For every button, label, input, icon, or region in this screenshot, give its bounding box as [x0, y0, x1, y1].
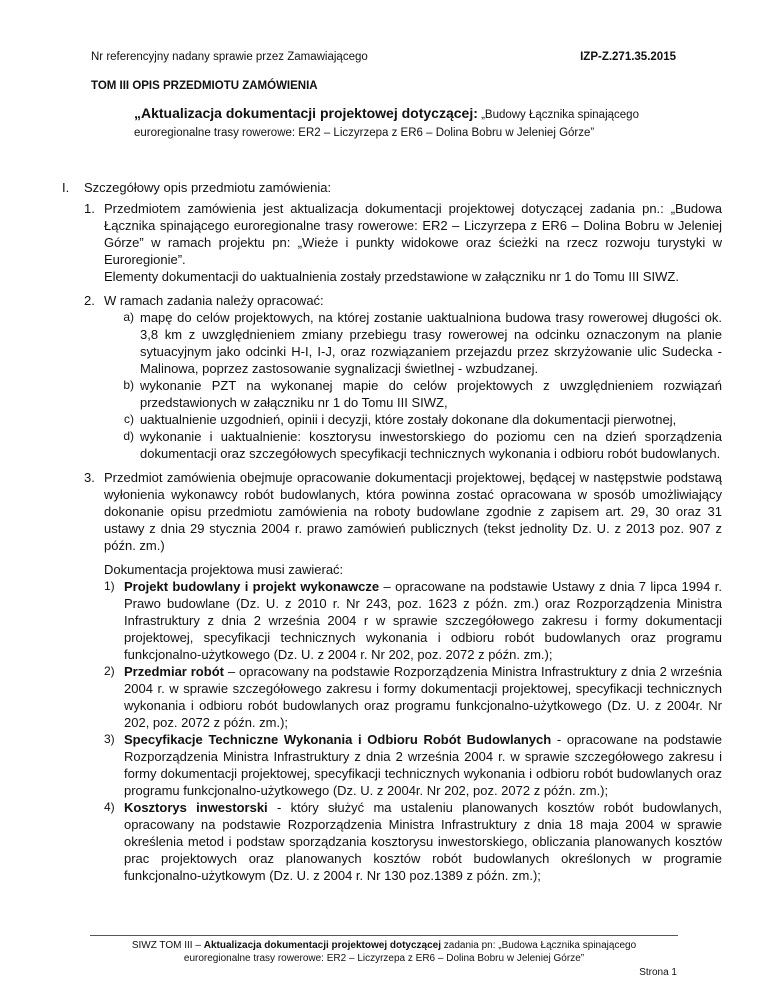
section-1	[62, 179, 722, 891]
doc-text: – opracowane na podstawie Ustawy z dnia 7 lipca 1994 r. Prawo budowlane (Dz. U. z 2010 r. Nr 243, poz. 1623 z późn. zm.) oraz Rozporządzenia Ministra Infrastruktury z dnia 2 września 2004 r w sprawie szczegółowego zakresu i formy dokumentacji projektowej, specyfikacji technicznych wykonania i odbioru robót budowlanych oraz programu funkcjonalno-użytkowego (Dz. U. z 2004 r. Nr 202, poz. 2072 z późn. zm.);	[124, 579, 722, 662]
sub-letter: a)	[123, 310, 134, 324]
title-rest: „Budowy Łącznika spinającego	[477, 109, 639, 121]
footer-line2: euroregionalne trasy rowerowe: ER2 – Liczyrzepa z ER6 – Dolina Bobru w Jeleniej Górze”	[183, 953, 585, 964]
sub-text: uaktualnienie uzgodnień, opinii i decyzji, które zostały dokonane dla dokumentacji pierwotnej,	[140, 412, 677, 427]
doc-number: 4)	[104, 800, 115, 814]
volume-title: TOM III OPIS PRZEDMIOTU ZAMÓWIENIA	[91, 80, 318, 92]
doc-title: Przedmiar robót	[124, 664, 224, 679]
doc-item-2	[104, 663, 722, 731]
doc-number: 3)	[104, 732, 115, 746]
sub-letter: c)	[124, 412, 134, 426]
item-number: 3.	[84, 470, 95, 485]
item-number: 1.	[84, 201, 95, 216]
sub-letter: b)	[123, 378, 134, 392]
case-reference-number: IZP-Z.271.35.2015	[580, 51, 676, 63]
sub-letter: d)	[123, 429, 134, 443]
item-text: W ramach zadania należy opracować:	[104, 293, 324, 308]
doc-title: Projekt budowlany i projekt wykonawcze	[124, 579, 380, 594]
list-item-1	[62, 200, 722, 285]
title-bold-part: „Aktualizacja dokumentacji projektowej dotyczącej:	[134, 105, 478, 121]
item-text: Przedmiotem zamówienia jest aktualizacja dokumentacji projektowej dotyczącej zadania pn.: „Budowa Łącznika spinającego euroregionalne trasy rowerowe: ER2 – Liczyrzepa z ER6 – Dolina Bobru w Jeleniej Górze” w ramach projektu pn: „Wieże i punkty widokowe oraz ścieżki na rzecz rozwoju turystyki w Euroregionie”.	[104, 201, 722, 267]
item-text: Przedmiot zamówienia obejmuje opracowanie dokumentacji projektowej, będącej w następstwie podstawą wyłonienia wykonawcy robót budowlanych, która powinna zostać opracowana w sposób umożliwiający dokonanie opisu przedmiotu zamówienia na roboty budowlane zgodnie z zapisem art. 29, 30 oraz 31 ustawy z dnia 29 stycznia 2004 r. prawo zamówień publicznych (tekst jednolity Dz. U. z 2013 poz. 907 z późn. zm.)	[104, 470, 722, 553]
sub-text: mapę do celów projektowych, na której zostanie uaktualniona budowa trasy rowerowej długości ok. 3,8 km z uwzględnieniem zmiany przebiegu trasy rowerowej na odcinku oznaczonym na planie sytuacyjnym jako odcinki H-I, I-J, oraz rozwiązaniem przejazdu przez skrzyżowanie ulic Sudecka - Malinowa, poprzez zastosowanie sygnalizacji świetlnej - wzbudzanej.	[140, 310, 722, 376]
list-item-2	[62, 292, 722, 462]
sub-item-a	[104, 309, 722, 377]
sub-item-b	[104, 377, 722, 411]
documentation-intro: Dokumentacja projektowa musi zawierać:	[104, 562, 344, 577]
doc-number: 1)	[104, 579, 115, 593]
sub-item-d	[104, 428, 722, 462]
section-number: I.	[62, 180, 70, 195]
sub-text: wykonanie PZT na wykonanej mapie do celów projektowych z uwzględnieniem rozwiązań przedstawionych w załączniku nr 1 do Tomu III SIWZ,	[140, 378, 722, 410]
sub-text: wykonanie i uaktualnienie: kosztorysu inwestorskiego do poziomu cen na dzień sporządzenia dokumentacji oraz szczegółowych specyfikacji technicznych wykonania i odbioru robót budowlanych.	[140, 429, 722, 461]
section-heading-text: Szczegółowy opis przedmiotu zamówienia:	[84, 180, 332, 195]
doc-text: - który służyć ma ustaleniu planowanych kosztów robót budowlanych, opracowany na podstawie Rozporządzenia Ministra Infrastruktury z dnia 18 maja 2004 w sprawie określenia metod i podstaw sporządzania kosztorysu inwestorskiego, obliczania planowanych kosztów prac projektowych oraz planowanych kosztów robót budowlanych określonych w programie funkcjonalno-użytkowym (Dz. U. z 2004 r. Nr 130 poz.1389 z późn. zm.);	[124, 800, 722, 883]
reference-number-label: Nr referencyjny nadany sprawie przez Zamawiającego	[91, 51, 368, 63]
doc-number: 2)	[104, 664, 115, 678]
doc-item-4	[104, 799, 722, 884]
document-title	[134, 104, 694, 142]
footer-divider	[90, 935, 678, 936]
footer-prefix: SIWZ TOM III –	[131, 940, 204, 951]
section-heading	[62, 179, 722, 196]
sub-list	[104, 309, 722, 462]
page-number: Strona 1	[639, 967, 677, 978]
doc-text: – opracowany na podstawie Rozporządzenia Ministra Infrastruktury z dnia 2 września 2004 r. w sprawie szczegółowego zakresu i formy dokumentacji projektowej, specyfikacji technicznych wykonania i odbioru robót budowlanych oraz programu funkcjonalno-użytkowego (Dz. U. z 2004r. Nr 202, poz. 2072 z późn. zm.);	[124, 664, 722, 730]
title-line2: euroregionalne trasy rowerowe: ER2 – Liczyrzepa z ER6 – Dolina Bobru w Jeleniej Górze”	[134, 127, 595, 139]
doc-title: Kosztorys inwestorski	[124, 800, 268, 815]
item-text-2: Elementy dokumentacji do uaktualnienia zostały przedstawione w załączniku nr 1 do Tomu III SIWZ.	[104, 269, 679, 284]
footer-rest: zadania pn: „Budowa Łącznika spinającego	[441, 940, 637, 951]
doc-item-1	[104, 578, 722, 663]
item-number: 2.	[84, 293, 95, 308]
sub-item-c	[104, 411, 722, 428]
doc-title: Specyfikacje Techniczne Wykonania i Odbioru Robót Budowlanych	[124, 732, 552, 747]
footer-bold: Aktualizacja dokumentacji projektowej dotyczącej	[203, 940, 442, 951]
page-footer	[90, 939, 678, 965]
doc-text: - opracowane na podstawie Rozporządzenia Ministra Infrastruktury z dnia 2 września 2004 r. w sprawie szczegółowego zakresu i formy dokumentacji projektowej, specyfikacji technicznych wykonania i odbioru robót budowlanych oraz programu funkcjonalno-użytkowego (Dz. U. z 2004r. Nr 202, poz. 2072 z późn. zm.);	[124, 732, 722, 798]
list-item-3	[62, 469, 722, 884]
doc-item-3	[104, 731, 722, 799]
